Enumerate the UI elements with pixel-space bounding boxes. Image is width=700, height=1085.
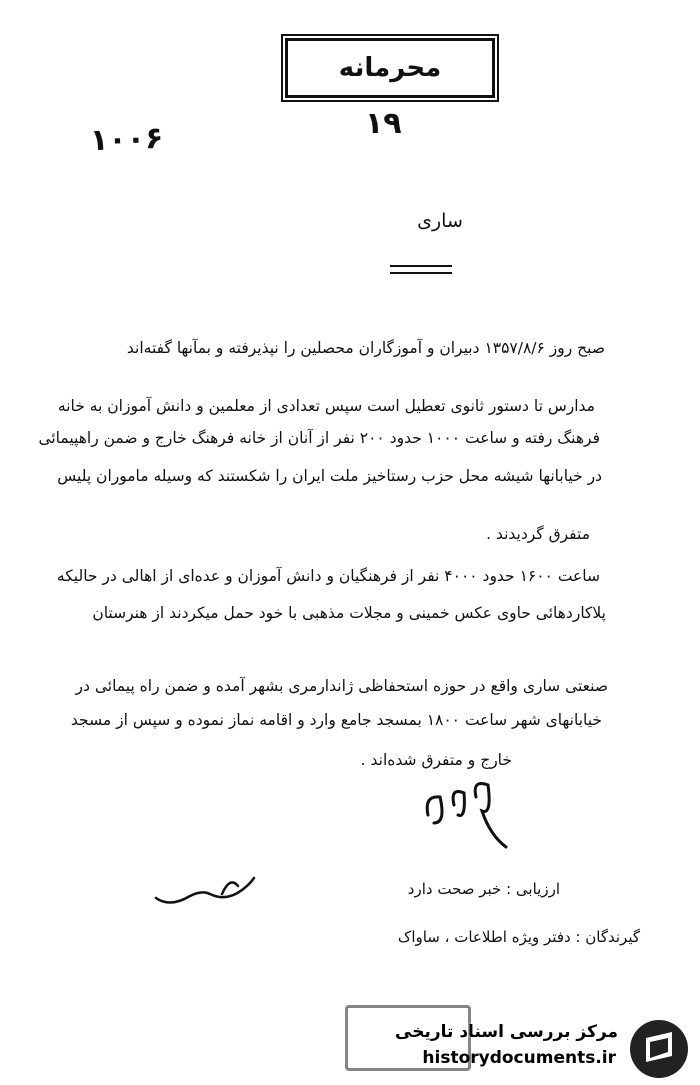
paragraph-line: صبح روز ۱۳۵۷/۸/۶ دبیران و آموزگاران محصلین را نپذیرفته و بمآنها گفته‌اند bbox=[126, 339, 605, 357]
classification-label: محرمانه bbox=[338, 53, 442, 83]
report-paragraph-1 bbox=[127, 340, 605, 370]
paragraph-line: پلاکاردهائی حاوی عکس خمینی و مجلات مذهبی با خود حمل میکردند از هنرستان bbox=[92, 604, 606, 622]
file-number: ۱۰۰۶ bbox=[89, 120, 164, 159]
paragraph-line: ساعت ۱۶۰۰ حدود ۴۰۰۰ نفر از فرهنگیان و دانش آموزان و عده‌ای از اهالی در حالیکه bbox=[56, 567, 600, 585]
paragraph-line: در خیابانها شیشه محل حزب رستاخیز ملت ایران را شکستند که وسیله ماموران پلیس bbox=[57, 467, 602, 485]
handwritten-note-icon bbox=[150, 872, 260, 912]
city-underline-2 bbox=[390, 272, 452, 274]
paragraph-line: مدارس تا دستور ثانوی تعطیل است سپس تعدادی از معلمین و دانش آموزان به خانه bbox=[57, 397, 595, 415]
assessment-line: ارزیابی : خبر صحت دارد bbox=[407, 880, 560, 898]
archive-center-name: مرکز بررسی اسناد تاریخی bbox=[395, 1022, 618, 1042]
paragraph-line: خیابانهای شهر ساعت ۱۸۰۰ بمسجد جامع وارد و اقامه نماز نموده و سپس از مسجد bbox=[70, 711, 602, 729]
page-number: ۱۹ bbox=[365, 106, 402, 141]
city-underline-1 bbox=[390, 265, 452, 267]
city-name: ساری bbox=[417, 210, 463, 232]
paragraph-line: خارج و متفرق شده‌اند . bbox=[360, 751, 512, 769]
handwritten-signature-icon bbox=[420, 775, 530, 855]
paragraph-line: صنعتی ساری واقع در حوزه استحفاظی ژاندارمری بشهر آمده و ضمن راه پیمائی در bbox=[75, 677, 608, 695]
handwritten-note bbox=[150, 872, 260, 912]
recipients-line: گیرندگان : دفتر ویژه اطلاعات ، ساواک bbox=[397, 928, 640, 946]
archive-url: historydocuments.ir bbox=[422, 1048, 616, 1068]
archive-logo-icon bbox=[628, 1018, 690, 1080]
classification-stamp bbox=[285, 38, 495, 98]
paragraph-line: فرهنگ رفته و ساعت ۱۰۰۰ حدود ۲۰۰ نفر از آنان از خانه فرهنگ خارج و ضمن راهپیمائی bbox=[38, 429, 600, 447]
paragraph-line: متفرق گردیدند . bbox=[486, 525, 590, 543]
city-heading bbox=[380, 210, 500, 232]
